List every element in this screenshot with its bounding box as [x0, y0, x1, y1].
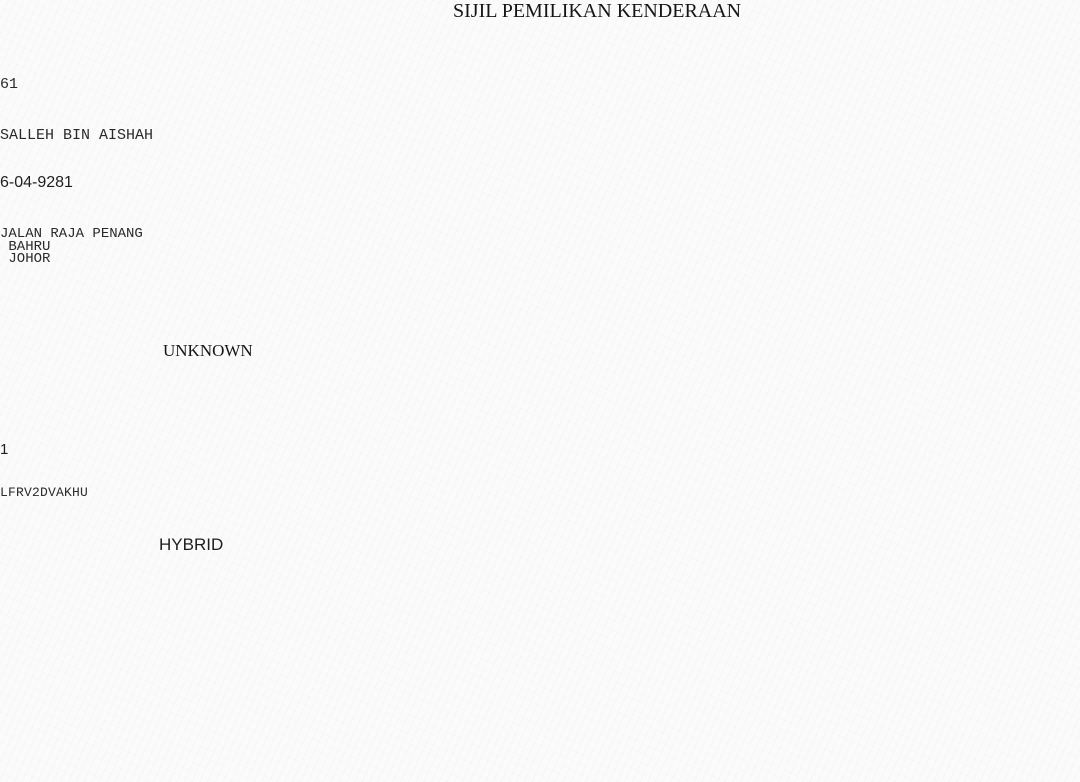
vehicle-make-value: UNKNOWN	[163, 341, 253, 360]
address-block	[0, 228, 143, 266]
fuel-type-value: HYBRID	[159, 535, 224, 554]
owner-name-value: SALLEH BIN AISHAH	[0, 127, 154, 144]
chassis-number-value: LFRV2DVAKHU	[0, 485, 89, 500]
manufacture-year-value: 1	[0, 441, 9, 458]
id-number-value: 6-04-9281	[0, 174, 73, 191]
address-line-3: JOHOR	[0, 251, 51, 267]
address-line-1: JALAN RAJA PENANG	[0, 226, 143, 242]
registration-number-value: 61	[0, 76, 19, 93]
address-line-2: BAHRU	[0, 238, 51, 255]
document-title: SIJIL PEMILIKAN KENDERAAN	[453, 0, 742, 22]
